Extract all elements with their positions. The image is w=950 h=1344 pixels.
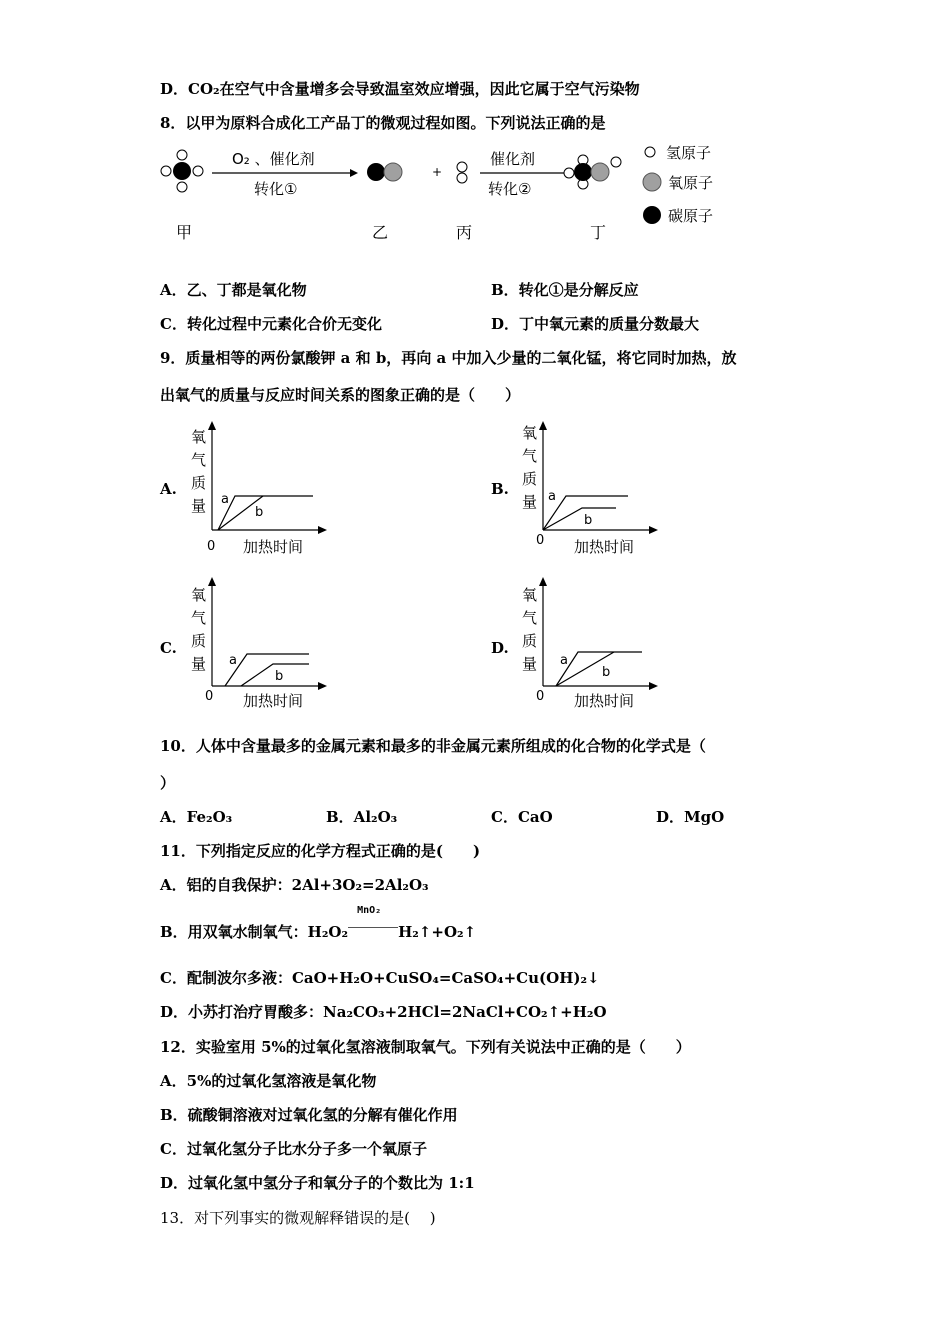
svg-text:氧: 氧 bbox=[191, 586, 207, 604]
q7-option-d: D．CO₂在空气中含量增多会导致温室效应增强，因此它属于空气污染物 bbox=[160, 80, 640, 98]
q9-graph-c bbox=[185, 576, 335, 716]
q12-option-a: A．5%的过氧化氢溶液是氧化物 bbox=[160, 1072, 377, 1090]
svg-text:质: 质 bbox=[522, 470, 538, 488]
q8-option-a: A．乙、丁都是氧化物 bbox=[160, 281, 307, 299]
q11-option-b bbox=[160, 905, 477, 942]
svg-text:气: 气 bbox=[522, 609, 538, 627]
q8-option-d: D．丁中氧元素的质量分数最大 bbox=[491, 315, 700, 333]
svg-text:a: a bbox=[229, 653, 237, 668]
label-jia: 甲 bbox=[176, 223, 193, 242]
q10-stem-line1: 10．人体中含量最多的金属元素和最多的非金属元素所组成的化合物的化学式是（ bbox=[160, 737, 706, 755]
q9-stem-line2: 出氧气的质量与反应时间关系的图象正确的是（ ） bbox=[160, 386, 521, 404]
arrow2-bottom-label: 转化② bbox=[488, 180, 532, 198]
label-bing: 丙 bbox=[456, 223, 473, 242]
svg-text:b: b bbox=[255, 505, 264, 520]
plus-sign: + bbox=[432, 165, 443, 179]
diagram-legend bbox=[643, 144, 713, 225]
q13-stem: 13．对下列事实的微观解释错误的是( ) bbox=[160, 1209, 436, 1227]
molecule-bing bbox=[457, 162, 467, 183]
q9-graph-b bbox=[516, 420, 666, 560]
q11-b-prefix: B．用双氧水制氧气：H₂O₂ bbox=[160, 923, 349, 941]
svg-text:气: 气 bbox=[522, 447, 538, 465]
svg-text:0: 0 bbox=[536, 533, 545, 548]
svg-text:质: 质 bbox=[191, 632, 207, 650]
svg-text:气: 气 bbox=[191, 451, 207, 469]
arrow2-top-label: 催化剂 bbox=[490, 150, 536, 168]
q10-option-a: A．Fe₂O₃ bbox=[160, 808, 233, 826]
svg-text:量: 量 bbox=[191, 655, 207, 673]
q10-stem-line2: ） bbox=[160, 774, 176, 792]
svg-text:0: 0 bbox=[205, 689, 214, 704]
legend-carbon: 碳原子 bbox=[668, 207, 714, 225]
q8-option-b: B．转化①是分解反应 bbox=[491, 281, 639, 299]
svg-text:量: 量 bbox=[191, 497, 207, 515]
svg-text:量: 量 bbox=[522, 493, 538, 511]
q9-option-d-label: D. bbox=[491, 639, 509, 657]
q10-option-b: B．Al₂O₃ bbox=[326, 808, 398, 826]
q12-option-d: D．过氧化氢中氢分子和氧分子的个数比为 1:1 bbox=[160, 1174, 475, 1192]
svg-text:质: 质 bbox=[522, 632, 538, 650]
label-ding: 丁 bbox=[590, 223, 607, 242]
svg-text:b: b bbox=[275, 669, 284, 684]
svg-text:加热时间: 加热时间 bbox=[243, 692, 304, 710]
q8-reaction-diagram bbox=[150, 138, 750, 250]
svg-text:氧: 氧 bbox=[191, 428, 207, 446]
svg-text:质: 质 bbox=[191, 474, 207, 492]
svg-text:气: 气 bbox=[191, 609, 207, 627]
arrow1-bottom-label: 转化① bbox=[254, 180, 298, 198]
svg-text:b: b bbox=[584, 513, 593, 528]
svg-text:b: b bbox=[602, 665, 611, 680]
q9-graph-d bbox=[516, 576, 666, 716]
q11-b-condition-arrow bbox=[348, 905, 398, 937]
q12-stem: 12．实验室用 5%的过氧化氢溶液制取氧气。下列有关说法中正确的是（ ） bbox=[160, 1038, 691, 1056]
q12-option-b: B．硫酸铜溶液对过氧化氢的分解有催化作用 bbox=[160, 1106, 458, 1124]
molecule-yi bbox=[367, 163, 402, 181]
arrow1-top-label: O₂ 、催化剂 bbox=[232, 150, 315, 168]
svg-text:加热时间: 加热时间 bbox=[243, 538, 304, 556]
svg-text:加热时间: 加热时间 bbox=[574, 692, 635, 710]
q8-option-c: C．转化过程中元素化合价无变化 bbox=[160, 315, 382, 333]
q10-option-d: D．MgO bbox=[656, 808, 725, 826]
q8-stem: 8．以甲为原料合成化工产品丁的微观过程如图。下列说法正确的是 bbox=[160, 114, 606, 132]
q11-b-suffix: H₂↑+O₂↑ bbox=[398, 923, 477, 941]
legend-oxygen: 氧原子 bbox=[668, 174, 714, 192]
q11-option-a: A．铝的自我保护：2Al+3O₂=2Al₂O₃ bbox=[160, 876, 429, 894]
molecule-ding bbox=[564, 155, 621, 189]
molecule-jia bbox=[161, 150, 203, 192]
svg-text:0: 0 bbox=[536, 689, 545, 704]
q9-option-a-label: A. bbox=[160, 480, 177, 498]
q9-graph-a bbox=[185, 420, 335, 560]
svg-text:a: a bbox=[548, 489, 556, 504]
q11-option-d: D．小苏打治疗胃酸多：Na₂CO₃+2HCl=2NaCl+CO₂↑+H₂O bbox=[160, 1003, 607, 1021]
q10-option-c: C．CaO bbox=[491, 808, 553, 826]
q9-option-c-label: C. bbox=[160, 639, 177, 657]
svg-text:a: a bbox=[560, 653, 568, 668]
svg-text:氧: 氧 bbox=[522, 424, 538, 442]
label-yi: 乙 bbox=[372, 223, 389, 242]
svg-text:氧: 氧 bbox=[522, 586, 538, 604]
q11-stem: 11．下列指定反应的化学方程式正确的是( ) bbox=[160, 842, 481, 860]
q11-option-c: C．配制波尔多液：CaO+H₂O+CuSO₄=CaSO₄+Cu(OH)₂↓ bbox=[160, 969, 600, 987]
q9-option-b-label: B. bbox=[491, 480, 509, 498]
svg-text:0: 0 bbox=[207, 539, 216, 554]
legend-hydrogen: 氢原子 bbox=[666, 144, 712, 162]
svg-text:加热时间: 加热时间 bbox=[574, 538, 635, 556]
q12-option-c: C．过氧化氢分子比水分子多一个氧原子 bbox=[160, 1140, 427, 1158]
svg-text:量: 量 bbox=[522, 655, 538, 673]
q9-stem-line1: 9．质量相等的两份氯酸钾 a 和 b，再向 a 中加入少量的二氧化锰，将它同时加热，放 bbox=[160, 349, 737, 367]
q11-b-catalyst: MnO₂ bbox=[357, 905, 382, 916]
svg-text:a: a bbox=[221, 492, 229, 507]
